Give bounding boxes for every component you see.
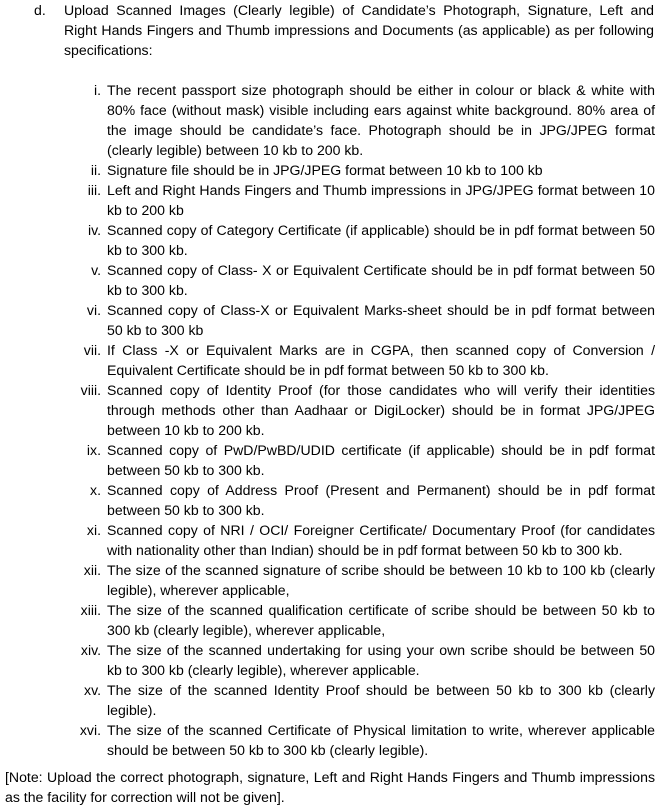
specification-text: The size of the scanned Identity Proof should be between 50 kb to 300 kb (clearly legible).: [107, 682, 655, 718]
specification-number: xvi.: [79, 722, 101, 738]
specification-item: [0, 340, 660, 380]
specification-text: The recent passport size photograph should be either in colour or black & white with 80% face (without mask) visible including ears against white background. 80% area of the image should be candidate’s face. Photograph should be in JPG/JPEG format (clearly legible) between 10 kb to 200 kb.: [107, 82, 655, 158]
specification-item: [0, 680, 660, 720]
specification-number: iii.: [87, 182, 101, 198]
specification-item: [0, 480, 660, 520]
specification-text: Scanned copy of Class- X or Equivalent Certificate should be in pdf format between 50 kb to 300 kb.: [107, 262, 655, 298]
specification-number: iv.: [87, 222, 101, 238]
specification-item: [0, 80, 660, 160]
specification-text: Scanned copy of Address Proof (Present and Permanent) should be in pdf format between 50 kb to 300 kb.: [107, 482, 655, 518]
specification-text: Left and Right Hands Fingers and Thumb impressions in JPG/JPEG format between 10 kb to 200 kb: [107, 182, 655, 218]
specification-item: [0, 560, 660, 600]
specification-item: [0, 160, 660, 180]
specification-number: x.: [90, 482, 101, 498]
specification-text: Scanned copy of NRI / OCI/ Foreigner Certificate/ Documentary Proof (for candidates with nationality other than Indian) should be in pdf format between 50 kb to 300 kb.: [107, 522, 655, 558]
specification-text: Signature file should be in JPG/JPEG format between 10 kb to 100 kb: [107, 162, 543, 178]
specification-item: [0, 440, 660, 480]
item-d-marker: d.: [34, 2, 46, 18]
specification-number: vi.: [86, 302, 101, 318]
specification-item: [0, 600, 660, 640]
specification-number: xii.: [83, 562, 101, 578]
specification-number: xiv.: [80, 642, 101, 658]
note-text: [Note: Upload the correct photograph, signature, Left and Right Hands Fingers and Thumb impressions as the facility for correction will not be given].: [5, 769, 655, 805]
specification-item: [0, 220, 660, 260]
specification-number: i.: [93, 82, 101, 98]
specification-number: ii.: [90, 162, 101, 178]
specification-number: xv.: [84, 682, 101, 698]
specification-text: The size of the scanned Certificate of Physical limitation to write, wherever applicable should be between 50 kb to 300 kb (clearly legible).: [107, 722, 655, 758]
specification-text: The size of the scanned qualification certificate of scribe should be between 50 kb to 300 kb (clearly legible), wherever applicable,: [107, 602, 655, 638]
specification-text: Scanned copy of Category Certificate (if applicable) should be in pdf format between 50 kb to 300 kb.: [107, 222, 655, 258]
specification-item: [0, 720, 660, 760]
specification-number: ix.: [86, 442, 101, 458]
specification-item: [0, 260, 660, 300]
specification-text: Scanned copy of Identity Proof (for those candidates who will verify their identities through methods other than Aadhaar or DigiLocker) should be in format JPG/JPEG between 10 kb to 200 kb.: [107, 382, 655, 438]
specification-text: Scanned copy of PwD/PwBD/UDID certificate (if applicable) should be in pdf format between 50 kb to 300 kb.: [107, 442, 655, 478]
specification-number: vii.: [83, 342, 101, 358]
specification-number: viii.: [80, 382, 101, 398]
specification-number: xiii.: [80, 602, 101, 618]
specification-list: [0, 80, 660, 760]
specification-item: [0, 640, 660, 680]
specification-text: The size of the scanned undertaking for using your own scribe should be between 50 kb to 300 kb (clearly legible), wherever applicable.: [107, 642, 655, 678]
item-d-text: Upload Scanned Images (Clearly legible) of Candidate’s Photograph, Signature, Left and Right Hands Fingers and Thumb impressions and Documents (as applicable) as per following specifications:: [64, 2, 654, 58]
specification-item: [0, 180, 660, 220]
specification-text: The size of the scanned signature of scribe should be between 10 kb to 100 kb (clearly legible), wherever applicable,: [107, 562, 655, 598]
specification-item: [0, 300, 660, 340]
specification-number: xi.: [86, 522, 101, 538]
specification-item: [0, 380, 660, 440]
specification-number: v.: [91, 262, 101, 278]
specification-item: [0, 520, 660, 560]
specification-text: If Class -X or Equivalent Marks are in CGPA, then scanned copy of Conversion / Equivalent Certificate should be in pdf format between 50 kb to 300 kb.: [107, 342, 655, 378]
specification-text: Scanned copy of Class-X or Equivalent Marks-sheet should be in pdf format between 50 kb to 300 kb: [107, 302, 655, 338]
